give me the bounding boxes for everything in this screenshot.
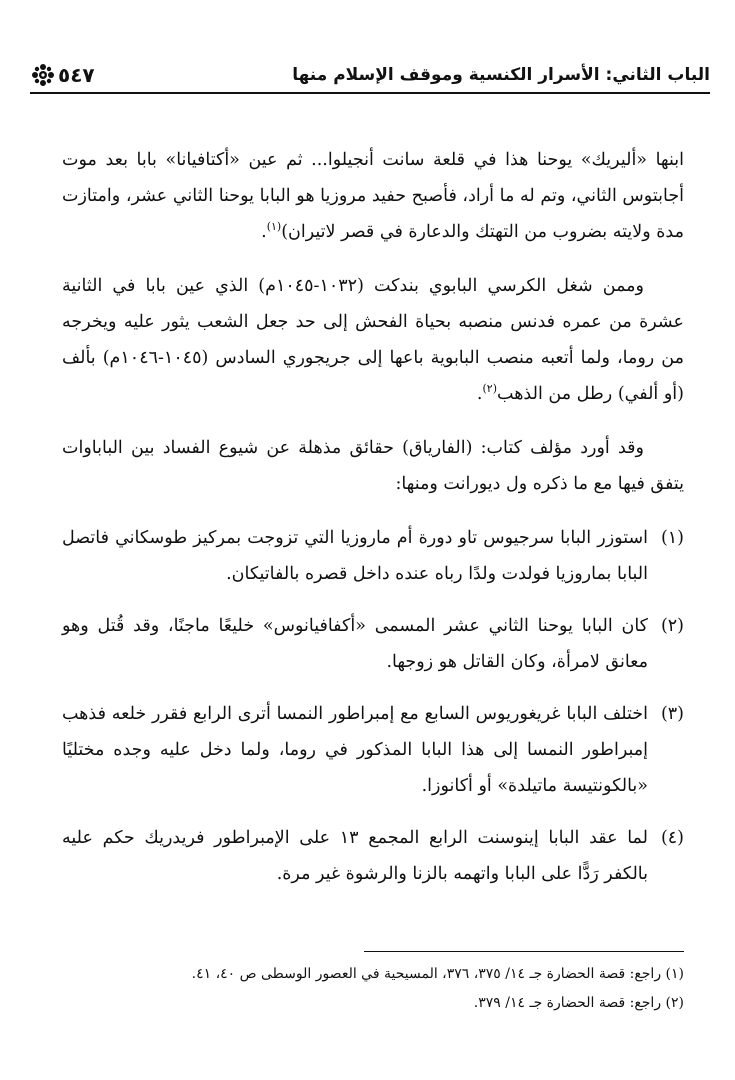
page-header (30, 60, 710, 94)
main-text (62, 142, 684, 908)
list-item-text: لما عقد البابا إينوسنت الرابع المجمع ١٣ على الإمبراطور فريدريك حكم عليه بالكفر رَدًّا على البابا واتهمه بالزنا والرشوة غير مرة. (62, 828, 648, 884)
list-item-text: استوزر البابا سرجيوس تاو دورة أم ماروزيا التي تزوجت بمركيز طوسكاني فاتصل البابا بماروزيا فولدت ولدًا رباه عنده داخل قصره بالفاتيكان. (62, 528, 648, 584)
paragraph-3-text: وقد أورد مؤلف كتاب: (الفارياق) حقائق مذهلة عن شيوع الفساد بين الباباوات يتفق فيها مع ما ذكره ول ديورانت ومنها: (62, 438, 684, 494)
list-item (62, 820, 684, 892)
footnote-2: (٢) راجع: قصة الحضارة جـ ١٤/ ٣٧٩. (473, 995, 684, 1011)
page-number-block (30, 60, 95, 90)
paragraph-1-text: ابنها «أليريك» يوحنا هذا في قلعة سانت أنجيلوا... ثم عين «أكتافيانا» بابا بعد موت أجابتوس الثاني، وتم له ما أراد، فأصبح حفيد مروزيا هو البابا يوحنا الثاني عشر، وامتازت مدة ولايته بضروب من التهتك والدعارة في قصر لاتيران) (62, 150, 684, 242)
list-item-text: كان البابا يوحنا الثاني عشر المسمى «أكفافيانوس» خليعًا ماجنًا، وقد قُتل وهو معانق لامرأة، وكان القاتل هو زوجها. (62, 616, 648, 672)
list-item (62, 696, 684, 804)
list-item (62, 608, 684, 680)
footnote-separator (364, 951, 684, 952)
paragraph-2-text: وممن شغل الكرسي البابوي بندكت (١٠٣٢-١٠٤٥م) الذي عين بابا في الثانية عشرة من عمره فدنس منصبه بحياة الفحش إلى حد جعل الشعب يثور عليه ويخرجه من روما، ولما أتعبه منصب البابوية باعها إلى جريجوري السادس (١٠٤٥-١٠٤٦م) بألف (أو ألفي) رطل من الذهب (62, 276, 684, 404)
paragraph-1-end: . (261, 222, 267, 242)
running-title: الباب الثاني: الأسرار الكنسية وموقف الإسلام منها (292, 65, 710, 85)
paragraph-2-end: . (476, 384, 483, 404)
list-item-number: (٣) (660, 704, 684, 724)
paragraph-3 (62, 430, 684, 502)
list-item (62, 520, 684, 592)
footnote-1: (١) راجع: قصة الحضارة جـ ١٤/ ٣٧٥، ٣٧٦، المسيحية في العصور الوسطى ص ٤٠، ٤١. (191, 966, 684, 982)
list-item-number: (٢) (660, 616, 684, 636)
list-item-text: اختلف البابا غريغوريوس السابع مع إمبراطور النمسا أترى الرابع فقرر خلعه فذهب إمبراطور النمسا إلى هذا البابا المذكور في روما، ولما دخل عليه وجده مختليًا «بالكونتيسة ماتيلدة» أو أكانوزا. (62, 704, 648, 796)
footnote-ref-2: (٢) (482, 382, 498, 396)
paragraph-1 (62, 142, 684, 250)
floral-ornament-icon (30, 62, 56, 88)
page-number: ٥٤٧ (58, 63, 95, 87)
list-item-number: (١) (660, 528, 684, 548)
list-item-number: (٤) (660, 828, 684, 848)
footnotes (62, 960, 684, 1018)
paragraph-2 (62, 268, 684, 412)
footnote-ref-1: (١) (266, 220, 282, 234)
header-rule (30, 92, 710, 94)
